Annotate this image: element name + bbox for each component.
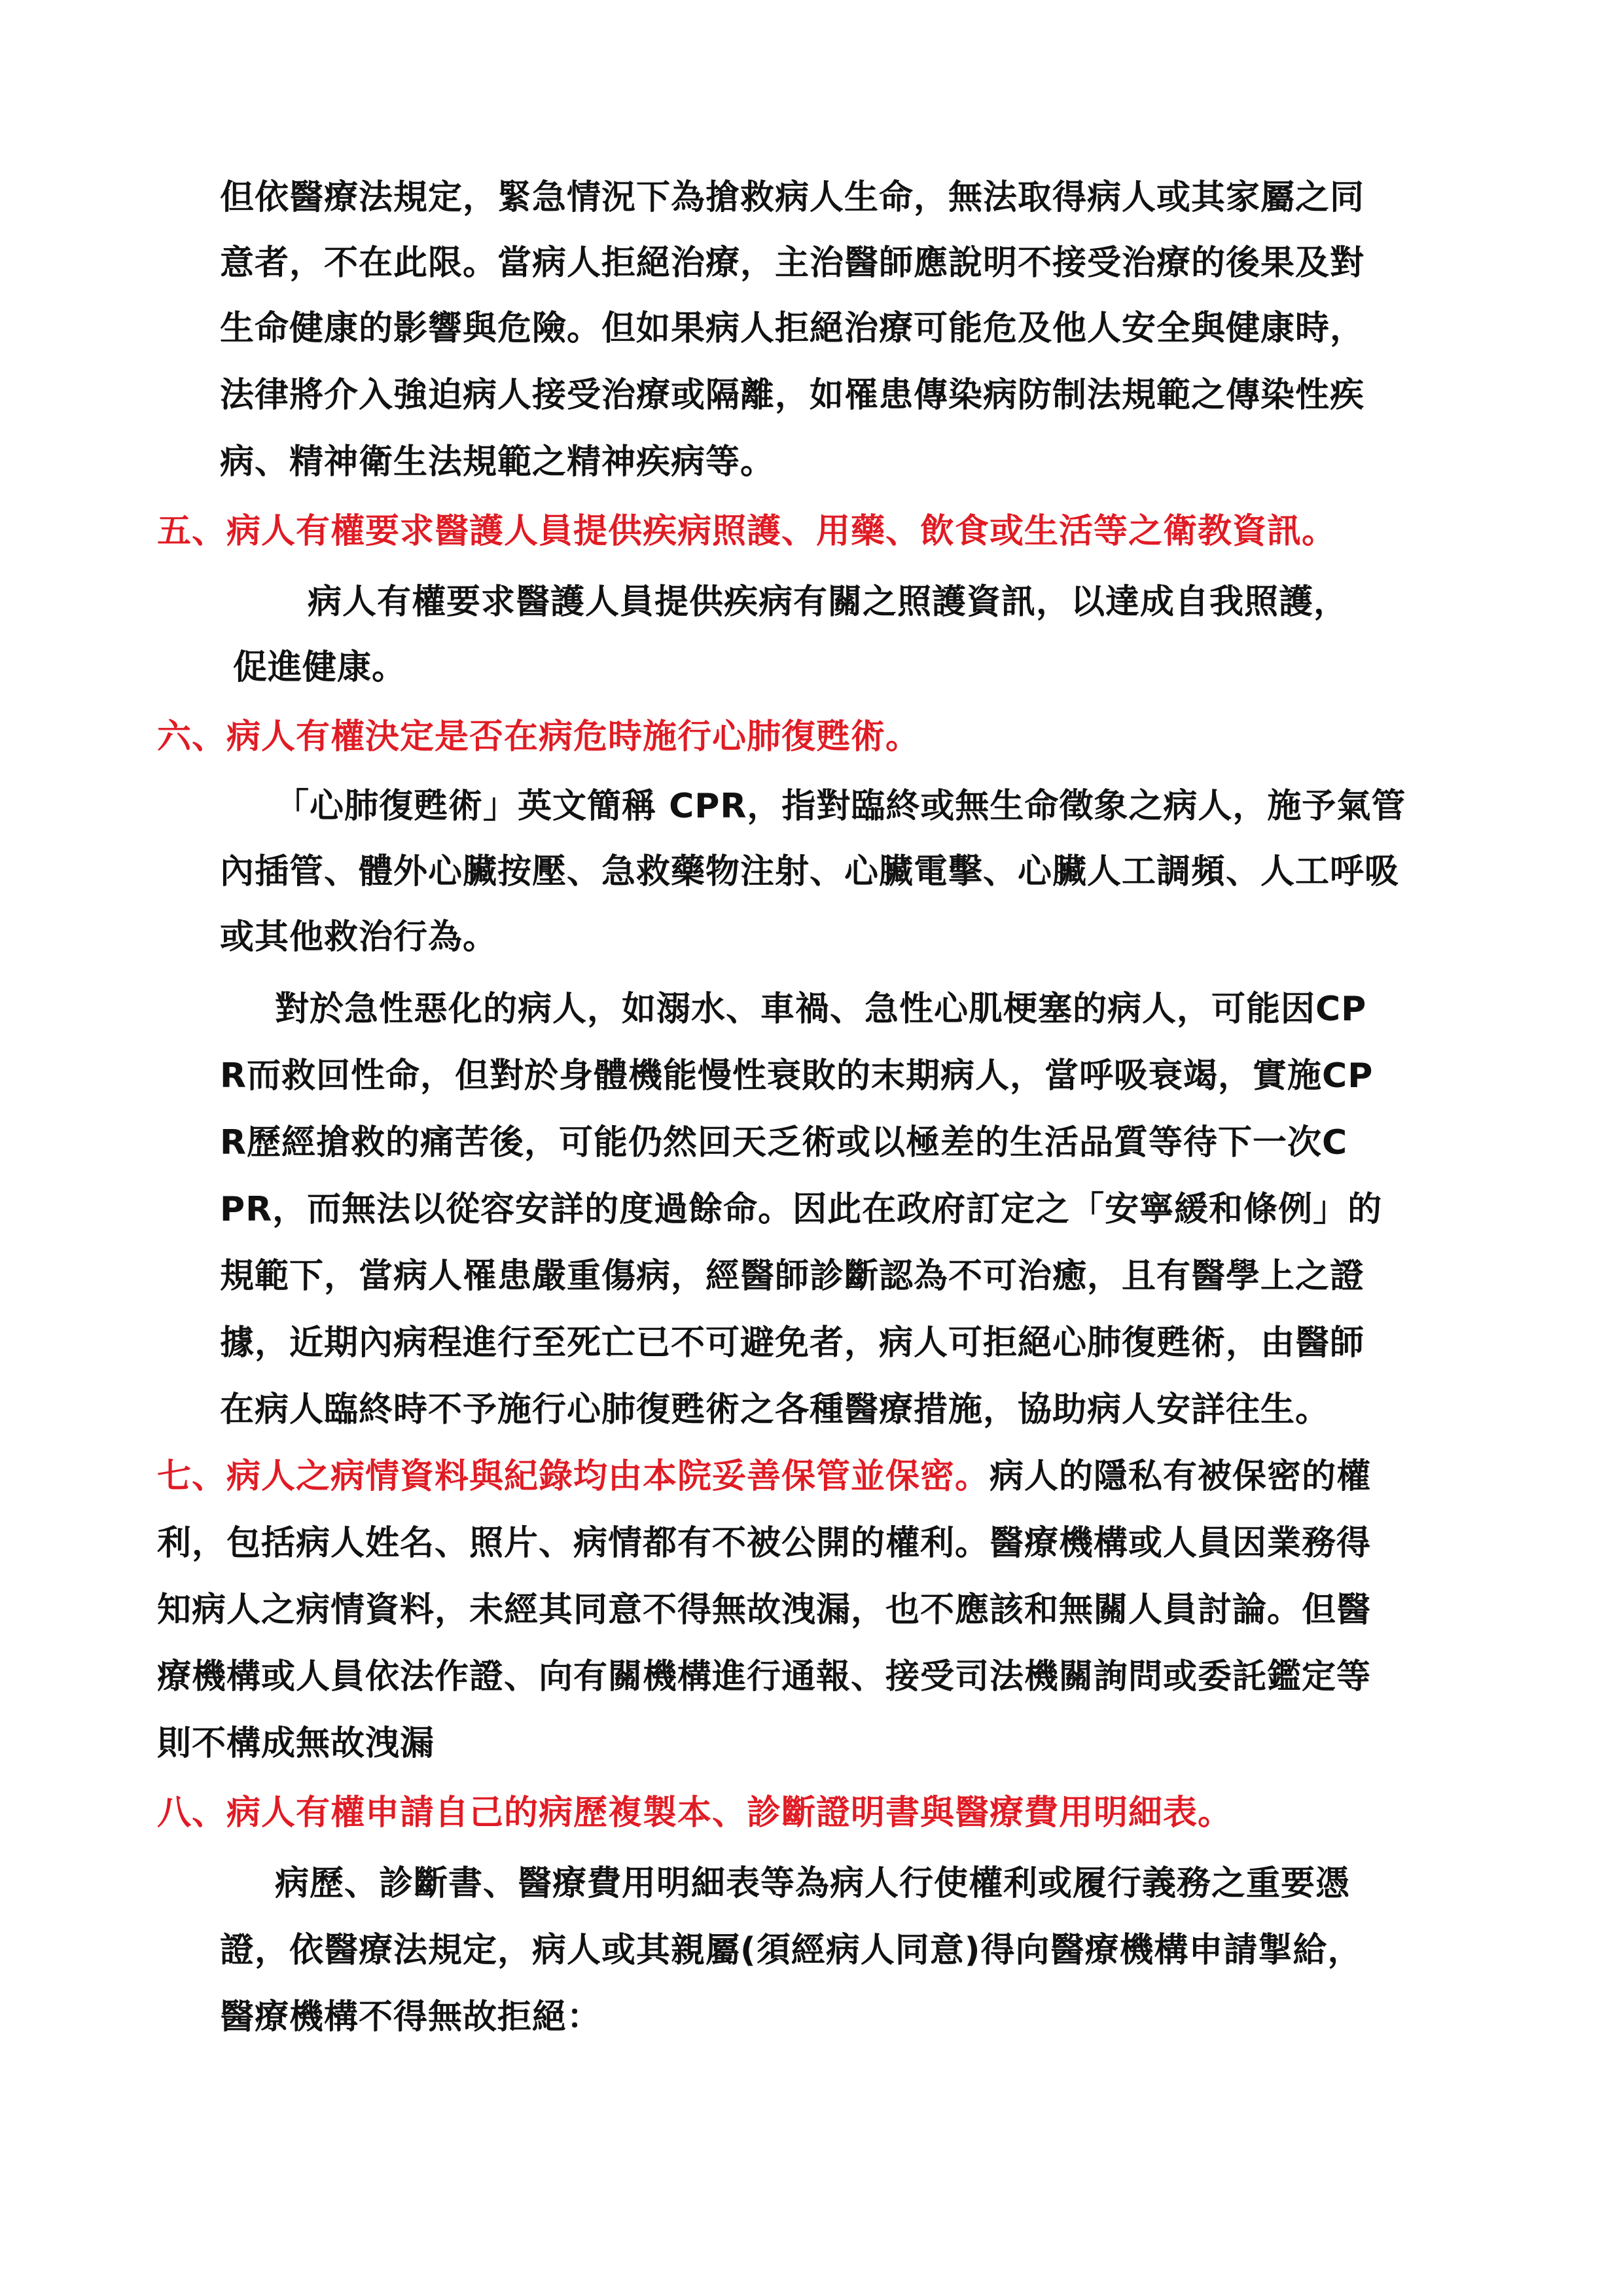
paragraph-line: 促進健康。 (233, 648, 407, 687)
section-heading-7: 七、病人之病情資料與紀錄均由本院妥善保管並保密。 (157, 1457, 990, 1496)
section-heading-8: 八、病人有權申請自己的病歷複製本、診斷證明書與醫療費用明細表。 (157, 1793, 1233, 1833)
paragraph-line: 規範下，當病人罹患嚴重傷病，經醫師診斷認為不可治癒，且有醫學上之證 (220, 1257, 1365, 1296)
paragraph-line: 或其他救治行為。 (220, 918, 498, 957)
section-heading-7-line (157, 1457, 1372, 1496)
paragraph-line: 則不構成無故洩漏 (157, 1724, 435, 1763)
paragraph-line: 醫療機構不得無故拒絕： (220, 1998, 602, 2037)
section-heading-5: 五、病人有權要求醫護人員提供疾病照護、用藥、飲食或生活等之衛教資訊。 (157, 512, 1337, 551)
section-heading-6: 六、病人有權決定是否在病危時施行心肺復甦術。 (157, 717, 921, 757)
paragraph-line: 內插管、體外心臟按壓、急救藥物注射、心臟電擊、心臟人工調頻、人工呼吸 (220, 852, 1400, 891)
paragraph-line: 對於急性惡化的病人，如溺水、車禍、急性心肌梗塞的病人，可能因CP (275, 990, 1367, 1029)
paragraph-line: 病人有權要求醫護人員提供疾病有關之照護資訊，以達成自我照護， (308, 583, 1349, 622)
paragraph-line: 病歷、診斷書、醫療費用明細表等為病人行使權利或履行義務之重要憑 (275, 1864, 1351, 1903)
paragraph-line: R而救回性命，但對於身體機能慢性衰敗的末期病人，當呼吸衰竭，實施CP (220, 1056, 1374, 1096)
paragraph-line: 利，包括病人姓名、照片、病情都有不被公開的權利。醫療機構或人員因業務得 (157, 1524, 1372, 1563)
paragraph-text: 病人的隱私有被保密的權 (990, 1457, 1372, 1496)
paragraph-line: R歷經搶救的痛苦後，可能仍然回天乏術或以極差的生活品質等待下一次C (220, 1123, 1348, 1162)
paragraph-line: 療機構或人員依法作證、向有關機構進行通報、接受司法機關詢問或委託鑑定等 (157, 1657, 1372, 1696)
paragraph-line: 意者，不在此限。當病人拒絕治療，主治醫師應說明不接受治療的後果及對 (220, 243, 1365, 283)
paragraph-line: PR，而無法以從容安詳的度過餘命。因此在政府訂定之「安寧緩和條例」的 (220, 1190, 1383, 1229)
paragraph-line: 「心肺復甦術」英文簡稱 CPR，指對臨終或無生命徵象之病人，施予氣管 (275, 787, 1406, 826)
paragraph-line: 在病人臨終時不予施行心肺復甦術之各種醫療措施，協助病人安詳往生。 (220, 1390, 1330, 1429)
paragraph-line: 證，依醫療法規定，病人或其親屬(須經病人同意)得向醫療機構申請掣給， (220, 1931, 1363, 1970)
paragraph-line: 生命健康的影響與危險。但如果病人拒絕治療可能危及他人安全與健康時， (220, 309, 1365, 348)
paragraph-line: 法律將介入強迫病人接受治療或隔離，如罹患傳染病防制法規範之傳染性疾 (220, 376, 1365, 415)
paragraph-line: 但依醫療法規定，緊急情況下為搶救病人生命，無法取得病人或其家屬之同 (220, 178, 1365, 217)
paragraph-line: 病、精神衛生法規範之精神疾病等。 (220, 442, 776, 482)
paragraph-line: 據，近期內病程進行至死亡已不可避免者，病人可拒絕心肺復甦術，由醫師 (220, 1323, 1365, 1363)
paragraph-line: 知病人之病情資料，未經其同意不得無故洩漏，也不應該和無關人員討論。但醫 (157, 1590, 1372, 1630)
